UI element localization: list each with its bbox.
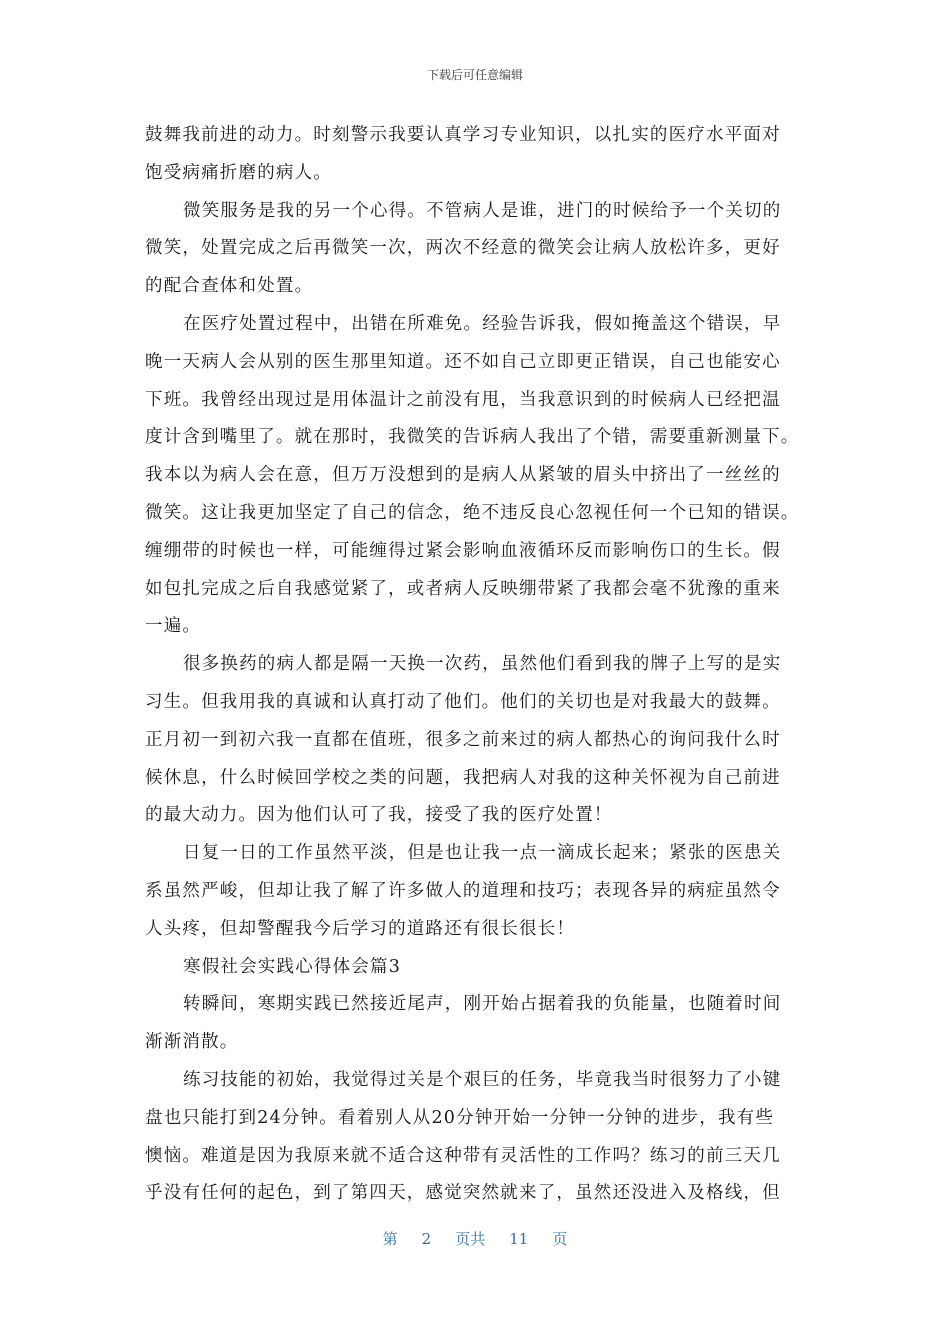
text-line: 很多换药的病人都是隔一天换一次药，虽然他们看到我的牌子上写的是实: [183, 654, 782, 675]
page-footer: [0, 1228, 950, 1249]
footer-page-number: 2: [421, 1230, 432, 1248]
text-line: 下班。我曾经出现过是用体温计之前没有甩，当我意识到的时候病人已经把温: [145, 389, 781, 410]
text-line: 如包扎完成之后自我感觉紧了，或者病人反映绷带紧了我都会毫不犹豫的重来: [145, 578, 781, 599]
text-line: 饱受病痛折磨的病人。: [145, 162, 332, 183]
footer-suffix: 页: [552, 1230, 568, 1248]
text-line: 乎没有任何的起色，到了第四天，感觉突然就来了，虽然还没进入及格线，但: [145, 1183, 781, 1204]
text-line: 渐渐消散。: [145, 1032, 239, 1053]
text-line: 日复一日的工作虽然平淡，但是也让我一点一滴成长起来；紧张的医患关: [183, 843, 782, 864]
text-line: 鼓舞我前进的动力。时刻警示我要认真学习专业知识，以扎实的医疗水平面对: [145, 125, 781, 145]
text-line: 转瞬间，寒期实践已然接近尾声，刚开始占据着我的负能量，也随着时间: [183, 994, 782, 1015]
text-line: 候休息，什么时候回学校之类的问题，我把病人对我的这种关怀视为自己前进: [145, 767, 781, 788]
text-line: 微笑，处置完成之后再微笑一次，两次不经意的微笑会让病人放松许多，更好: [145, 238, 781, 259]
text-line: 习生。但我用我的真诚和认真打动了他们。他们的关切也是对我最大的鼓舞。: [145, 691, 781, 712]
text-line: 盘也只能打到24分钟。看着别人从20分钟开始一分钟一分钟的进步，我有些: [145, 1107, 775, 1128]
text-line: 微笑服务是我的另一个心得。不管病人是谁，进门的时候给予一个关切的: [183, 200, 782, 221]
footer-prefix: 第: [382, 1230, 398, 1248]
text-line: 懊恼。难道是因为我原来就不适合这种带有灵活性的工作吗？练习的前三天几: [145, 1145, 781, 1166]
text-line: 系虽然严峻，但却让我了解了许多做人的道理和技巧；表现各异的病症虽然令: [145, 880, 781, 901]
footer-total-pages: 11: [509, 1230, 529, 1248]
footer-middle: 页共: [455, 1230, 486, 1248]
text-line: 正月初一到初六我一直都在值班，很多之前来过的病人都热心的询问我什么时: [145, 729, 781, 750]
text-line: 的配合查体和处置。: [145, 276, 314, 297]
text-line: 度计含到嘴里了。就在那时，我微笑的告诉病人我出了个错，需要重新测量下。: [145, 427, 800, 448]
text-line: 练习技能的初始，我觉得过关是个艰巨的任务，毕竟我当时很努力了小键: [183, 1069, 782, 1090]
page-header: 下载后可任意编辑: [426, 68, 523, 82]
text-line: 晚一天病人会从别的医生那里知道。还不如自己立即更正错误，自己也能安心: [145, 351, 781, 372]
text-line: 在医疗处置过程中，出错在所难免。经验告诉我，假如掩盖这个错误，早: [183, 313, 782, 334]
text-line: 我本以为病人会在意，但万万没想到的是病人从紧皱的眉头中挤出了一丝丝的: [145, 465, 781, 486]
text-line: 一遍。: [145, 616, 202, 637]
text-line: 人头疼，但却警醒我今后学习的道路还有很长很长！: [145, 918, 576, 939]
text-line: 的最大动力。因为他们认可了我，接受了我的医疗处置！: [145, 805, 613, 826]
document-body: [145, 117, 805, 1213]
text-line: 缠绷带的时候也一样，可能缠得过紧会影响血液循环反而影响伤口的生长。假: [145, 540, 781, 561]
section-heading: 寒假社会实践心得体会篇3: [183, 956, 402, 977]
text-line: 微笑。这让我更加坚定了自己的信念，绝不违反良心忽视任何一个已知的错误。: [145, 502, 800, 523]
